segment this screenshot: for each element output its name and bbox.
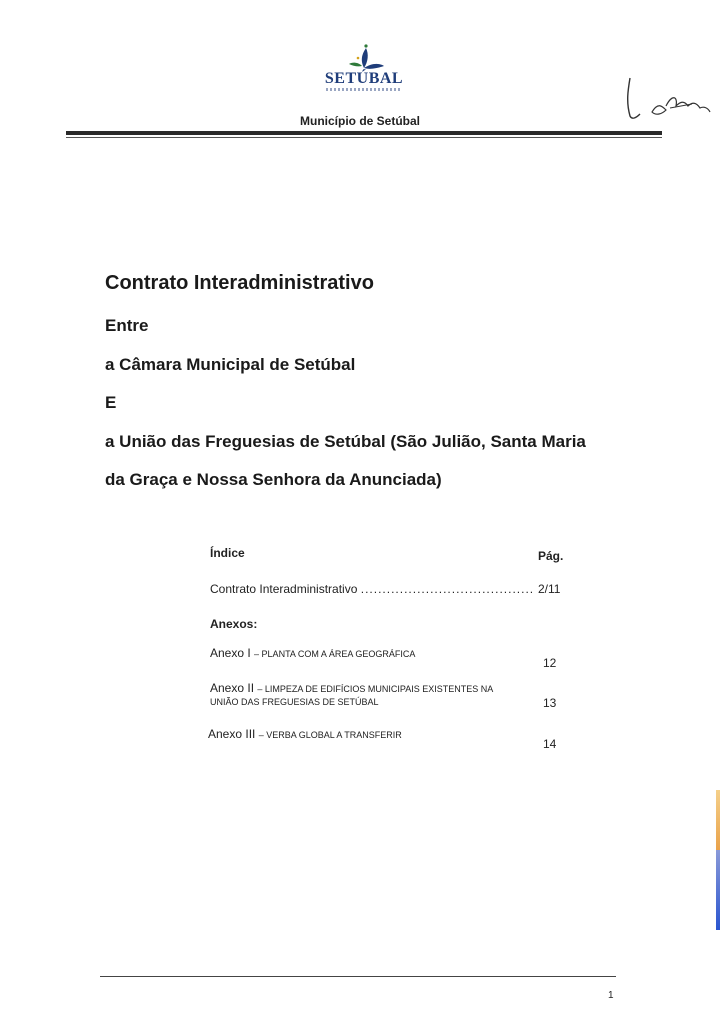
footer-rule [100, 976, 616, 977]
annex-description: – LIMPEZA DE EDIFÍCIOS MUNICIPAIS EXISTENTES NA [257, 684, 494, 694]
index-page-heading: Pág. [538, 549, 564, 563]
title-line-e: E [105, 393, 117, 412]
annex-description: – PLANTA COM A ÁREA GEOGRÁFICA [254, 649, 416, 659]
fountain-icon [322, 44, 406, 72]
index-entry-label: Contrato Interadministrativo [210, 582, 358, 596]
document-title: Contrato Interadministrativo [105, 272, 374, 294]
header-rule [66, 131, 662, 135]
logo-subtitle-line [326, 88, 402, 91]
logo-text: SETÚBAL [324, 70, 404, 87]
annex-label: Anexo I [210, 646, 251, 660]
annex-label: Anexo II [210, 681, 255, 695]
index-heading: Índice [210, 546, 245, 560]
title-line-uniao: a União das Freguesias de Setúbal (São Julião, Santa Maria [105, 432, 586, 451]
annex-page-3: 14 [543, 737, 557, 751]
header-title: Município de Setúbal [300, 114, 421, 128]
municipality-logo [322, 44, 406, 94]
title-line-camara: a Câmara Municipal de Setúbal [105, 355, 356, 374]
annex-entry-2 [210, 681, 493, 695]
header-rule-thin [66, 137, 662, 138]
annex-entry-3 [208, 727, 402, 741]
index-entry-leader: ........................................ [360, 582, 535, 596]
index-entry-contract [210, 582, 534, 596]
annex-label: Anexo III [208, 727, 256, 741]
title-line-entre: Entre [105, 316, 149, 335]
scan-edge-mark [716, 850, 720, 930]
annexes-heading: Anexos: [210, 617, 258, 631]
annex-description-cont: UNIÃO DAS FREGUESIAS DE SETÚBAL [210, 697, 379, 707]
annex-page-2: 13 [543, 696, 557, 710]
annex-page-1: 12 [543, 656, 557, 670]
index-entry-contract-page: 2/11 [538, 582, 561, 596]
title-line-graca: da Graça e Nossa Senhora da Anunciada) [105, 470, 442, 489]
scan-edge-mark [716, 790, 720, 850]
handwritten-signature [622, 72, 718, 132]
page-number: 1 [608, 990, 614, 1001]
annex-entry-1 [210, 646, 415, 660]
annex-description: – VERBA GLOBAL A TRANSFERIR [258, 730, 402, 740]
